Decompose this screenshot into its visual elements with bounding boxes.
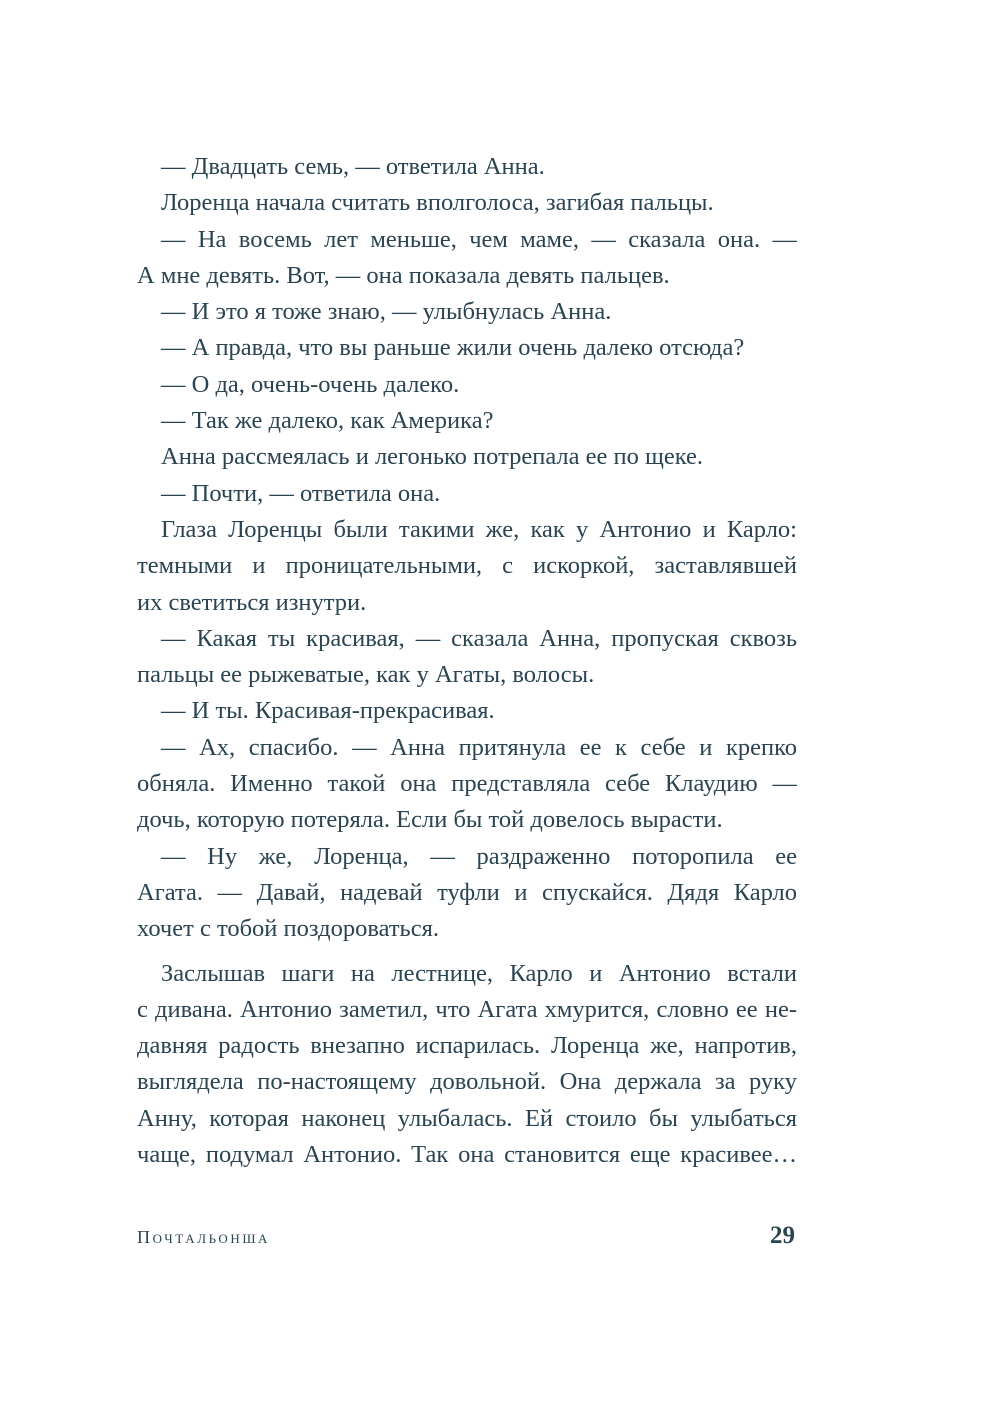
- text-line: — И это я тоже знаю, — улыбнулась Анна.: [161, 298, 612, 326]
- text-line: их светиться изнутри.: [137, 588, 367, 616]
- text-line: А мне девять. Вот, — она показала девять пальцев.: [137, 261, 670, 289]
- text-line: — Двадцать семь, — ответила Анна.: [161, 153, 545, 180]
- text-line: — Почти, — ответила она.: [161, 479, 441, 507]
- text-line: Анну, которая наконец улыбалась. Ей стоило бы улыбаться: [137, 1104, 797, 1132]
- text-line: — А правда, что вы раньше жили очень далеко отсюда?: [161, 334, 745, 362]
- text-line: хочет с тобой поздороваться.: [137, 915, 439, 943]
- text-line: Агата. — Давай, надевай туфли и спускайся. Дядя Карло: [137, 878, 797, 906]
- text-line: темными и проницательными, с искоркой, заставлявшей: [137, 552, 797, 580]
- text-line: пальцы ее рыжеватые, как у Агаты, волосы.: [137, 661, 595, 689]
- text-line: Глаза Лоренцы были такими же, как у Антонио и Карло:: [161, 515, 797, 543]
- text-line: — И ты. Красивая-прекрасивая.: [161, 697, 495, 725]
- page-footer: [137, 1222, 797, 1252]
- text-line: выглядела по-настоящему довольной. Она держала за руку: [137, 1068, 797, 1096]
- running-title: Почтальонша: [137, 1227, 271, 1247]
- text-line: дочь, которую потеряла. Если бы той довелось вырасти.: [137, 806, 723, 834]
- text-line: чаще, подумал Антонио. Так она становится еще красивее…: [137, 1141, 797, 1169]
- text-line: Лоренца начала считать вполголоса, загибая пальцы.: [161, 189, 714, 217]
- text-line: — Какая ты красивая, — сказала Анна, пропуская сквозь: [161, 624, 797, 652]
- text-line: Заслышав шаги на лестнице, Карло и Антонио встали: [161, 959, 797, 987]
- text-line: с дивана. Антонио заметил, что Агата хмурится, словно ее не-: [137, 995, 797, 1023]
- text-line: — На восемь лет меньше, чем маме, — сказала она. —: [161, 225, 797, 253]
- page-body: [137, 149, 797, 1173]
- text-line: — Так же далеко, как Америка?: [161, 407, 494, 435]
- page-number: 29: [770, 1222, 795, 1249]
- text-line: — О да, очень-очень далеко.: [161, 370, 460, 398]
- text-line: — Ах, спасибо. — Анна притянула ее к себе и крепко: [161, 733, 797, 761]
- text-line: обняла. Именно такой она представляла себе Клаудию —: [137, 770, 797, 798]
- text-line: — Ну же, Лоренца, — раздраженно поторопила ее: [161, 842, 797, 870]
- text-line: Анна рассмеялась и легонько потрепала ее по щеке.: [161, 443, 704, 471]
- text-line: давняя радость внезапно испарилась. Лоренца же, напротив,: [137, 1032, 797, 1060]
